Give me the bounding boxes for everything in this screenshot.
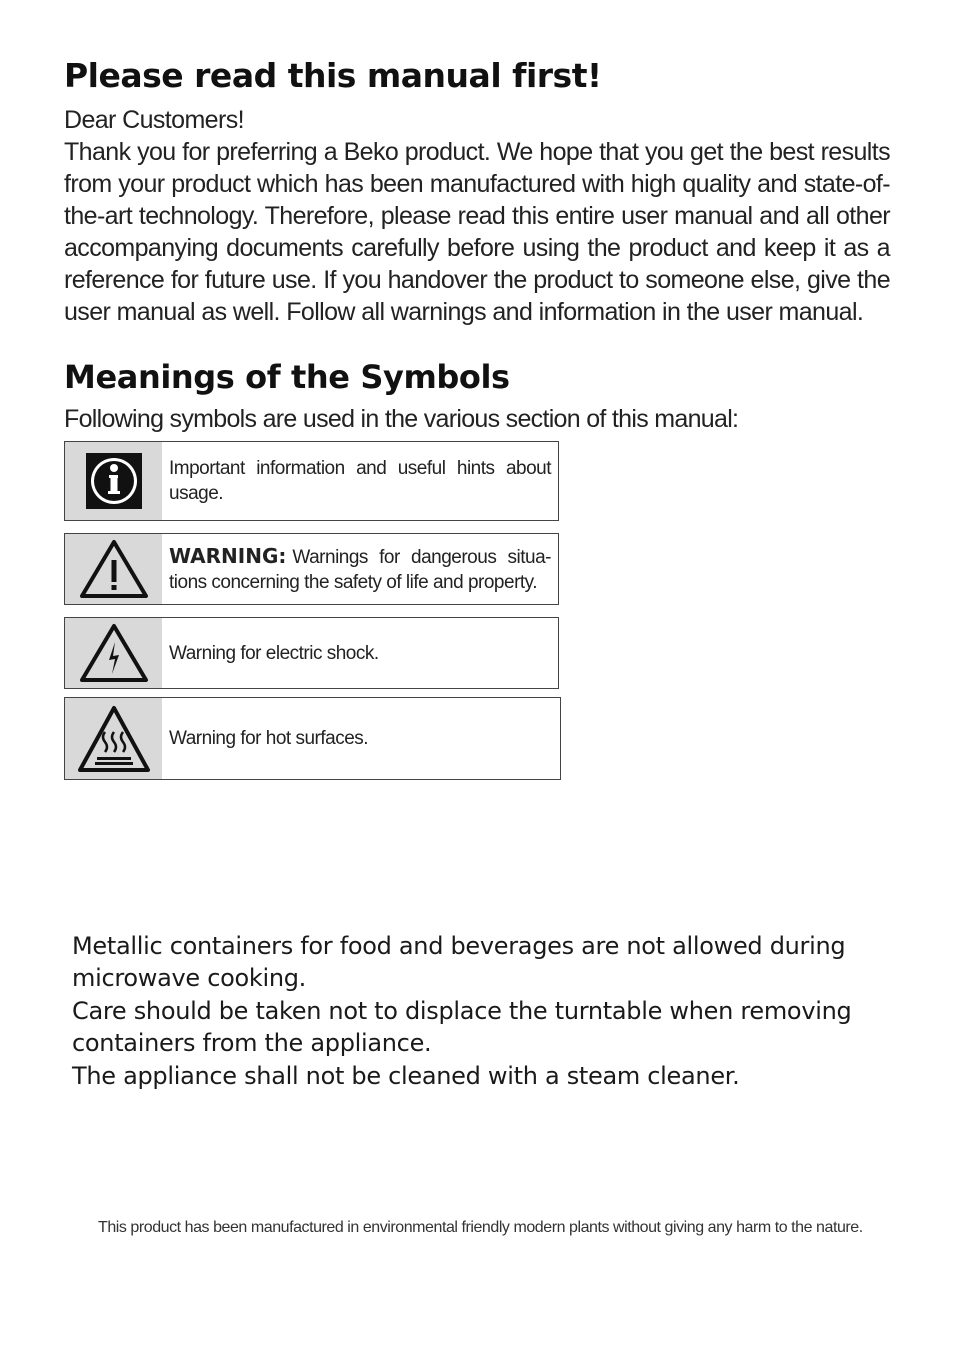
symbol-row-electric xyxy=(64,617,559,689)
info-icon xyxy=(65,442,162,520)
symbols-heading: Meanings of the Symbols xyxy=(64,358,510,396)
symbol-row-warning xyxy=(64,533,559,605)
note-metallic: Metallic containers for food and beverages are not allowed during microwave cooking. xyxy=(72,932,846,992)
intro-text xyxy=(64,104,890,328)
symbol-row-hot xyxy=(64,697,561,780)
microwave-notes xyxy=(72,930,892,1093)
greeting: Dear Customers! xyxy=(64,106,244,134)
warning-label: WARNING: xyxy=(169,543,287,568)
page-title: Please read this manual first! xyxy=(64,56,602,95)
warning-icon xyxy=(65,534,162,604)
note-steam: The appliance shall not be cleaned with a steam cleaner. xyxy=(72,1062,740,1090)
electric-shock-icon xyxy=(65,618,162,688)
hot-surface-icon xyxy=(65,698,162,779)
symbol-text-warning xyxy=(162,534,558,604)
symbols-lead: Following symbols are used in the various section of this manual: xyxy=(64,405,739,433)
symbol-text-info: Important information and useful hints about usage. xyxy=(169,458,551,504)
intro-paragraph: Thank you for preferring a Beko product. We hope that you get the best results from your product which has been manufactured with high quality and state-of-the-art technology. Therefore, please read this entire user manual and all other accompanying documents carefully before using the product and keep it as a reference for future use. If you handover the product to someone else, give the user manual as well. Follow all warnings and information in the user manual. xyxy=(64,138,890,326)
warning-description: Warnings for dangerous situa-tions concerning the safety of life and property. xyxy=(169,546,551,593)
symbol-text-electric: Warning for electric shock. xyxy=(169,642,379,664)
symbol-row-info xyxy=(64,441,559,521)
footer-note: This product has been manufactured in environmental friendly modern plants without giving any harm to the nature. xyxy=(98,1219,863,1236)
note-turntable: Care should be taken not to displace the turntable when removing containers from the appliance. xyxy=(72,997,852,1057)
symbol-text-hot: Warning for hot surfaces. xyxy=(169,728,369,749)
